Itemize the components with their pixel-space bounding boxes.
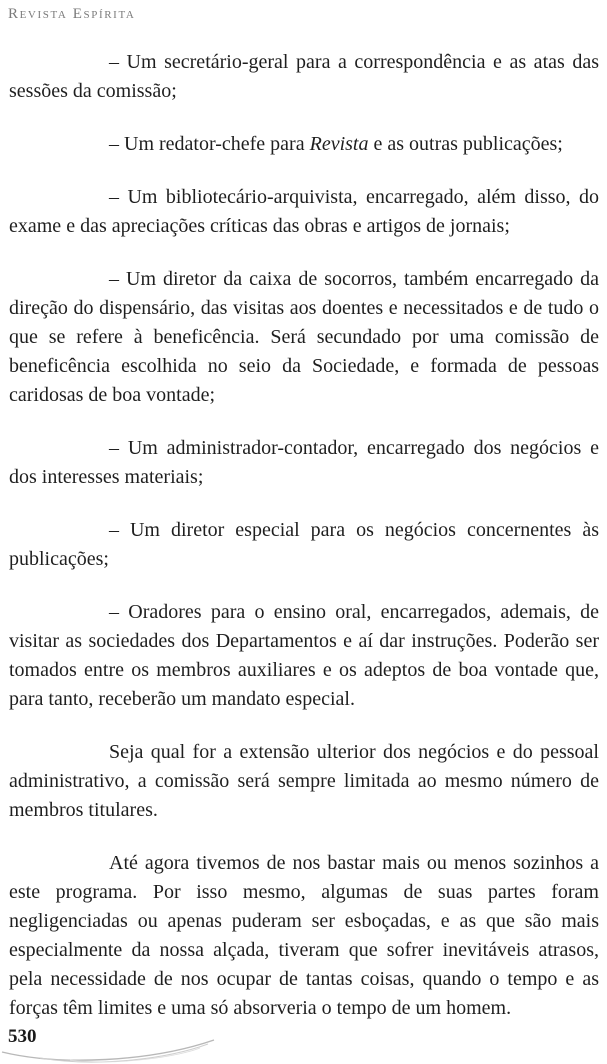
paragraph-commission-limit [9, 738, 599, 825]
paragraph-secretary [9, 48, 599, 106]
paragraph-text: – Um bibliotecário-arquivista, encarregado, além disso, do exame e das apreciações críticas das obras e artigos de jornais; [9, 186, 599, 237]
paragraph-text: – Um diretor especial para os negócios concernentes às publicações; [9, 519, 599, 570]
paragraph-text: – Oradores para o ensino oral, encarregados, ademais, de visitar as sociedades dos Departamentos e aí dar instruções. Poderão ser tomados entre os membros auxiliares e os adeptos de boa vontade que, para tanto, receberão um mandato especial. [9, 601, 599, 710]
paragraph-text: – Um administrador-contador, encarregado dos negócios e dos interesses materiais; [9, 437, 599, 488]
paragraph-text: Seja qual for a extensão ulterior dos negócios e do pessoal administrativo, a comissão será sempre limitada ao mesmo número de membros titulares. [9, 741, 599, 821]
running-header: Revista Espírita [8, 6, 136, 22]
page-number: 530 [8, 1026, 37, 1047]
paragraph-administrator [9, 434, 599, 492]
paragraph-librarian [9, 183, 599, 241]
paragraph-text-after: e as outras publicações; [368, 133, 563, 155]
paragraph-text: – Um diretor da caixa de socorros, também encarregado da direção do dispensário, das visitas aos doentes e necessitados e de tudo o que se refere à beneficência. Será secundado por uma comissão de beneficência escolhida no seio da Sociedade, e formada de pessoas caridosas de boa vontade; [9, 268, 599, 406]
paragraph-text-before: – Um redator-chefe para [109, 133, 310, 155]
paragraph-editor [9, 130, 599, 159]
paragraph-publications-director [9, 516, 599, 574]
paragraph-text: Até agora tivemos de nos bastar mais ou menos sozinhos a este programa. Por isso mesmo, algumas de suas partes foram negligenciadas ou apenas puderam ser esboçadas, e as que são mais especialmente da nossa alçada, tiveram que sofrer inevitáveis atrasos, pela necessidade de nos ocupar de tantas coisas, quando o tempo e as forças têm limites e uma só absorveria o tempo de um homem. [9, 852, 599, 1019]
paragraph-program-delays [9, 849, 599, 1023]
paragraph-italic-title: Revista [309, 133, 369, 155]
paragraph-text: – Um secretário-geral para a correspondência e as atas das sessões da comissão; [9, 51, 599, 102]
paragraph-orators [9, 598, 599, 714]
body-text [9, 48, 599, 1047]
paragraph-relief-director [9, 265, 599, 410]
